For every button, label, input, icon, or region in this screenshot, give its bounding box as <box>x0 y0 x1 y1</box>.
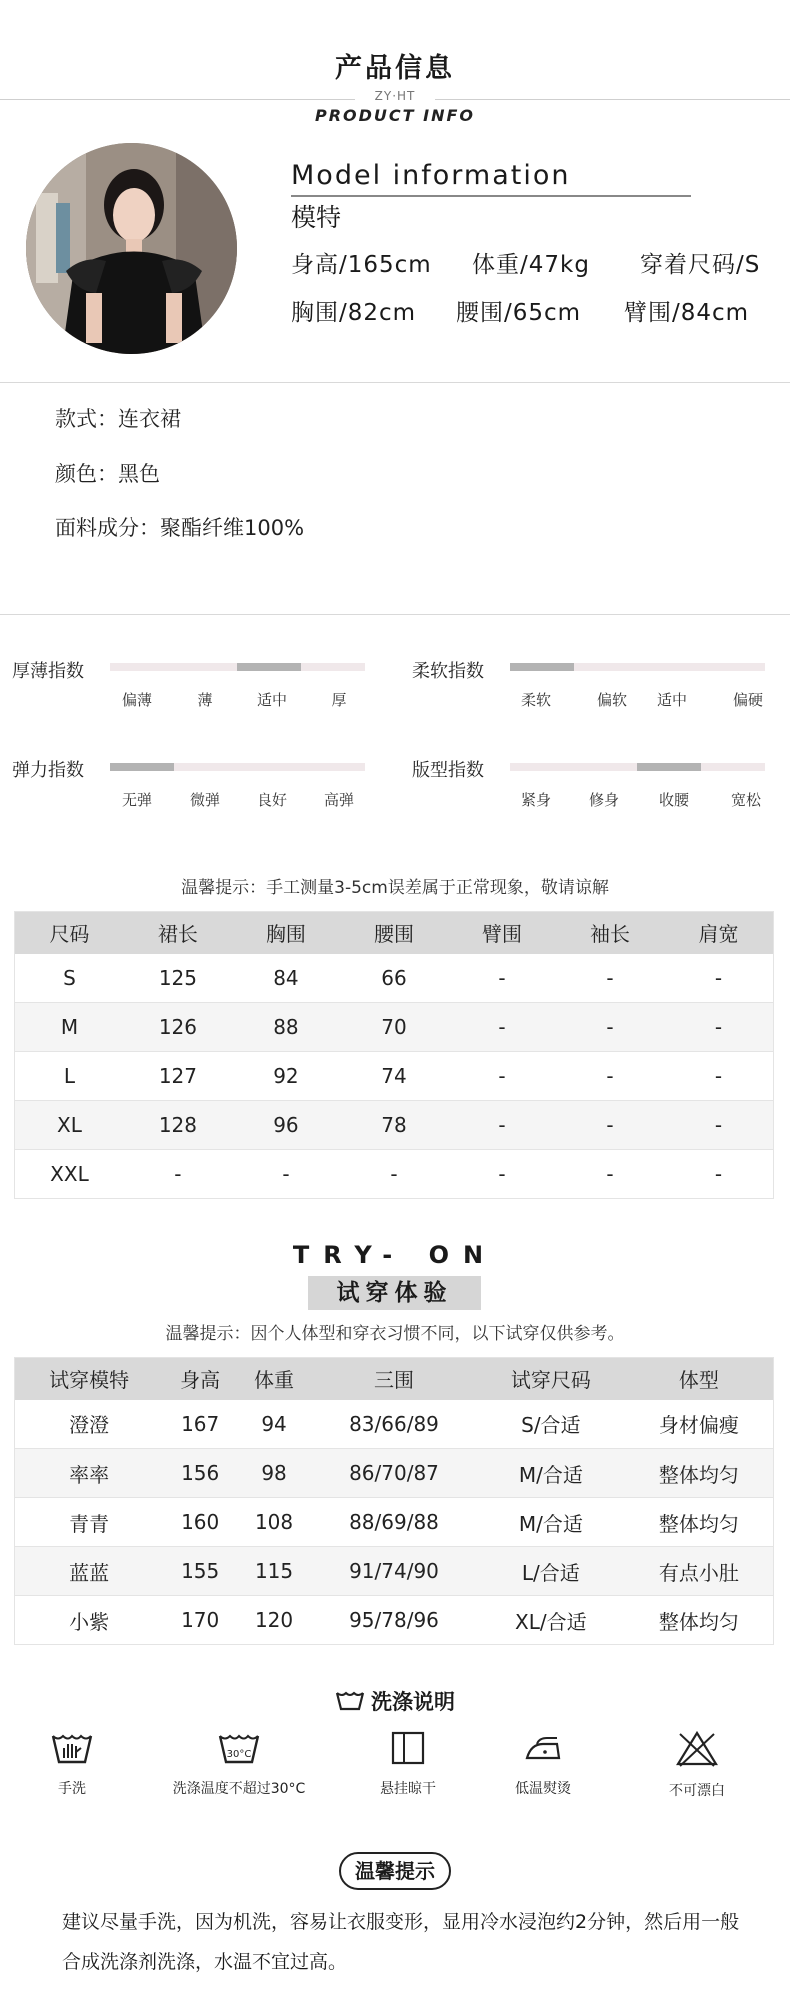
table-header: 体重 <box>237 1358 311 1400</box>
table-cell: - <box>448 1101 556 1150</box>
table-cell: M <box>15 1003 124 1052</box>
table-cell: 95/78/96 <box>311 1596 477 1645</box>
table-cell: - <box>556 954 664 1003</box>
index-label: 偏薄 <box>121 691 153 709</box>
tryon-title-cn: 试穿体验 <box>308 1276 481 1310</box>
table-cell: 有点小肚 <box>625 1547 774 1596</box>
wash-label: 手洗 <box>58 1781 86 1797</box>
table-cell: 70 <box>340 1003 448 1052</box>
table-row <box>15 954 774 1003</box>
hand-wash-icon <box>0 1730 157 1766</box>
index-marker <box>110 763 174 771</box>
table-cell: 155 <box>163 1547 237 1596</box>
wash-title-text: 洗涤说明 <box>371 1690 455 1714</box>
table-header: 腰围 <box>340 912 448 954</box>
table-header: 试穿模特 <box>15 1358 164 1400</box>
model-height: 身高/165cm <box>291 252 432 278</box>
table-cell: 88 <box>232 1003 340 1052</box>
table-cell: 94 <box>237 1400 311 1449</box>
table-header-row <box>15 912 774 954</box>
table-cell: - <box>556 1052 664 1101</box>
table-cell: 整体均匀 <box>625 1498 774 1547</box>
index-bar <box>510 663 765 671</box>
table-cell: 156 <box>163 1449 237 1498</box>
wash-basin-icon <box>335 1690 365 1717</box>
index-title: 厚薄指数 <box>12 661 84 682</box>
table-row <box>15 1547 774 1596</box>
tryon-notice: 温馨提示：因个人体型和穿衣习惯不同，以下试穿仅供参考。 <box>165 1324 625 1344</box>
wash-item-30 <box>154 1730 324 1798</box>
table-cell: 小紫 <box>15 1596 164 1645</box>
table-cell: 126 <box>124 1003 232 1052</box>
wash-item-bleach <box>612 1730 782 1800</box>
table-header: 体型 <box>625 1358 774 1400</box>
table-header: 肩宽 <box>664 912 773 954</box>
table-cell: - <box>232 1150 340 1199</box>
page-subtitle: PRODUCT INFO <box>314 106 476 125</box>
table-cell: 整体均匀 <box>625 1449 774 1498</box>
table-cell: 167 <box>163 1400 237 1449</box>
index-title: 弹力指数 <box>12 760 84 781</box>
table-cell: - <box>448 1003 556 1052</box>
table-header: 试穿尺码 <box>477 1358 625 1400</box>
table-cell: - <box>556 1101 664 1150</box>
size-notice: 温馨提示：手工测量3-5cm误差属于正常现象，敬请谅解 <box>181 878 609 898</box>
table-cell: M/合适 <box>477 1449 625 1498</box>
size-table <box>14 911 774 1199</box>
wash-title <box>0 1686 790 1717</box>
wash-label: 低温熨烫 <box>515 1781 571 1797</box>
low-iron-icon <box>458 1730 628 1766</box>
model-weight: 体重/47kg <box>472 252 590 278</box>
section-divider <box>0 382 790 383</box>
table-cell: 青青 <box>15 1498 164 1547</box>
model-bust: 胸围/82cm <box>291 300 417 326</box>
table-cell: 83/66/89 <box>311 1400 477 1449</box>
section-divider <box>0 614 790 615</box>
table-row <box>15 1498 774 1547</box>
table-cell: M/合适 <box>477 1498 625 1547</box>
index-marker <box>237 663 301 671</box>
table-row <box>15 1400 774 1449</box>
table-cell: L/合适 <box>477 1547 625 1596</box>
table-cell: - <box>664 1003 773 1052</box>
table-row <box>15 1003 774 1052</box>
table-cell: - <box>448 954 556 1003</box>
table-cell: 整体均匀 <box>625 1596 774 1645</box>
table-header: 臂围 <box>448 912 556 954</box>
table-cell: - <box>448 1150 556 1199</box>
info-style: 款式：连衣裙 <box>55 407 181 431</box>
table-cell: 86/70/87 <box>311 1449 477 1498</box>
table-cell: - <box>448 1052 556 1101</box>
no-bleach-icon <box>612 1730 782 1768</box>
table-cell: - <box>664 1150 773 1199</box>
model-size: 穿着尺码/S <box>640 252 761 278</box>
table-cell: XXL <box>15 1150 124 1199</box>
table-row <box>15 1449 774 1498</box>
index-label: 微弹 <box>189 791 221 809</box>
table-header: 袖长 <box>556 912 664 954</box>
index-label: 薄 <box>197 691 213 709</box>
table-cell: 74 <box>340 1052 448 1101</box>
table-cell: 身材偏瘦 <box>625 1400 774 1449</box>
index-title: 柔软指数 <box>412 661 484 682</box>
table-cell: 128 <box>124 1101 232 1150</box>
index-label: 无弹 <box>121 791 153 809</box>
index-label: 适中 <box>256 691 288 709</box>
table-cell: 92 <box>232 1052 340 1101</box>
table-cell: - <box>340 1150 448 1199</box>
wash-label: 不可漂白 <box>669 1783 725 1799</box>
table-header: 胸围 <box>232 912 340 954</box>
table-cell: 108 <box>237 1498 311 1547</box>
table-row <box>15 1101 774 1150</box>
info-fabric: 面料成分：聚酯纤维100% <box>55 516 305 540</box>
table-cell: 127 <box>124 1052 232 1101</box>
table-cell: 88/69/88 <box>311 1498 477 1547</box>
model-arm: 臂围/84cm <box>624 300 750 326</box>
tryon-title: TRY- ON <box>292 1241 498 1269</box>
table-cell: - <box>664 1101 773 1150</box>
table-cell: - <box>556 1150 664 1199</box>
table-cell: S/合适 <box>477 1400 625 1449</box>
model-title-underline <box>291 195 691 197</box>
index-marker <box>637 763 701 771</box>
table-cell: XL <box>15 1101 124 1150</box>
table-header: 三围 <box>311 1358 477 1400</box>
index-label: 高弹 <box>323 791 355 809</box>
table-cell: 蓝蓝 <box>15 1547 164 1596</box>
index-title: 版型指数 <box>412 760 484 781</box>
index-label: 良好 <box>256 791 288 809</box>
model-waist: 腰围/65cm <box>456 300 582 326</box>
wash-30-icon <box>154 1730 324 1766</box>
index-label: 适中 <box>656 691 688 709</box>
table-cell: 澄澄 <box>15 1400 164 1449</box>
table-header: 尺码 <box>15 912 124 954</box>
tips-text: 建议尽量手洗，因为机洗，容易让衣服变形，显用冷水浸泡约2分钟，然后用一般合成洗涤剂洗涤，水温不宜过高。 <box>62 1911 740 1973</box>
table-header: 身高 <box>163 1358 237 1400</box>
brand-mark: ZY·HT <box>355 89 435 103</box>
index-label: 收腰 <box>658 791 690 809</box>
wash-item-hand <box>0 1730 157 1798</box>
index-label: 紧身 <box>520 791 552 809</box>
table-row <box>15 1596 774 1645</box>
table-cell: 84 <box>232 954 340 1003</box>
index-bar <box>110 763 365 771</box>
table-cell: 160 <box>163 1498 237 1547</box>
index-label: 柔软 <box>520 691 552 709</box>
tryon-table <box>14 1357 774 1645</box>
index-label: 偏硬 <box>732 691 764 709</box>
table-header-row <box>15 1358 774 1400</box>
table-cell: 115 <box>237 1547 311 1596</box>
wash-30-badge: 30°C <box>226 1749 252 1760</box>
index-marker <box>510 663 574 671</box>
table-cell: L <box>15 1052 124 1101</box>
index-label: 偏软 <box>596 691 628 709</box>
tips-badge: 温馨提示 <box>339 1852 451 1890</box>
wash-label: 悬挂晾干 <box>380 1781 436 1797</box>
page-title: 产品信息 <box>335 53 455 84</box>
table-row <box>15 1052 774 1101</box>
table-cell: 78 <box>340 1101 448 1150</box>
table-cell: 120 <box>237 1596 311 1645</box>
wash-label: 洗涤温度不超过30°C <box>172 1781 306 1797</box>
table-cell: - <box>664 1052 773 1101</box>
table-cell: S <box>15 954 124 1003</box>
table-cell: 98 <box>237 1449 311 1498</box>
index-bar <box>110 663 365 671</box>
index-bar <box>510 763 765 771</box>
table-cell: 96 <box>232 1101 340 1150</box>
table-cell: 91/74/90 <box>311 1547 477 1596</box>
table-header: 裙长 <box>124 912 232 954</box>
table-row <box>15 1150 774 1199</box>
index-label: 宽松 <box>730 791 762 809</box>
table-cell: 125 <box>124 954 232 1003</box>
table-cell: 66 <box>340 954 448 1003</box>
model-info-title-cn: 模特 <box>291 203 342 232</box>
table-cell: - <box>556 1003 664 1052</box>
index-label: 厚 <box>331 691 347 709</box>
table-cell: - <box>664 954 773 1003</box>
wash-item-iron <box>458 1730 628 1798</box>
table-cell: 170 <box>163 1596 237 1645</box>
table-cell: 率率 <box>15 1449 164 1498</box>
model-info-title: Model information <box>291 160 571 191</box>
table-cell: - <box>124 1150 232 1199</box>
info-color: 颜色：黑色 <box>55 462 160 486</box>
model-photo <box>26 143 237 354</box>
index-label: 修身 <box>588 791 620 809</box>
table-cell: XL/合适 <box>477 1596 625 1645</box>
